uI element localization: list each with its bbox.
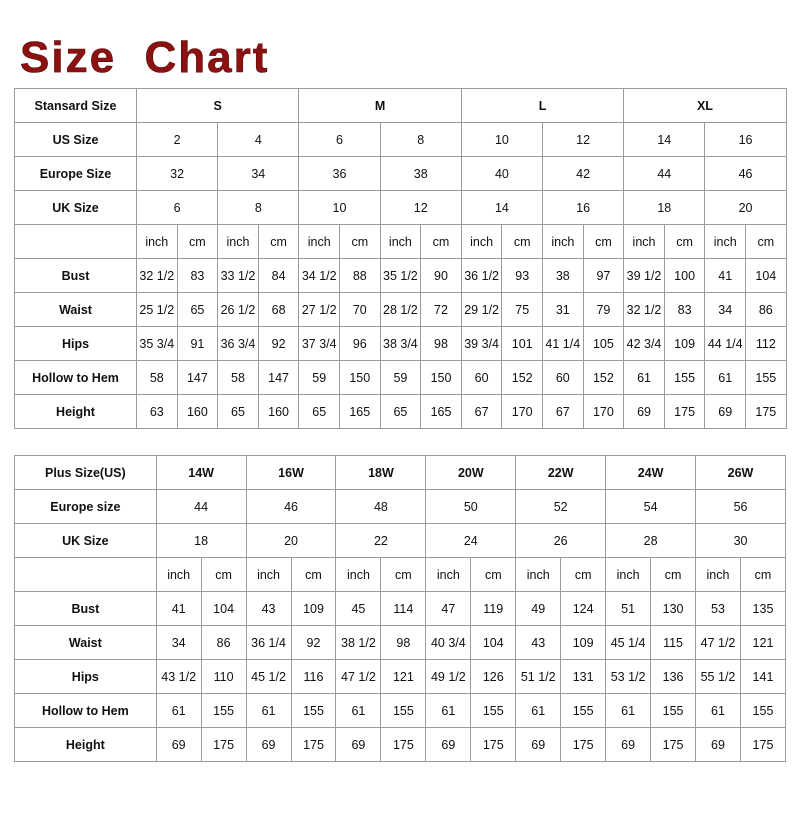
cell: 38 3/4 <box>380 327 421 361</box>
plus-size-header-24w: 24W <box>606 456 696 490</box>
cell: 175 <box>664 395 705 429</box>
cell: 40 <box>461 157 542 191</box>
cell: 49 <box>516 592 561 626</box>
unit-cell: cm <box>381 558 426 592</box>
cell: 175 <box>740 728 785 762</box>
unit-cell: cm <box>664 225 705 259</box>
cell: 26 1/2 <box>218 293 259 327</box>
cell: 34 1/2 <box>299 259 340 293</box>
cell: 116 <box>291 660 336 694</box>
cell: 45 1/4 <box>606 626 651 660</box>
table-row-units <box>15 225 787 259</box>
cell: 59 <box>380 361 421 395</box>
row-label-uk-size: UK Size <box>15 524 157 558</box>
cell: 65 <box>299 395 340 429</box>
cell: 43 1/2 <box>156 660 201 694</box>
plus-size-header-label: Plus Size(US) <box>15 456 157 490</box>
cell: 8 <box>380 123 461 157</box>
cell: 47 <box>426 592 471 626</box>
unit-cell: cm <box>471 558 516 592</box>
cell: 115 <box>651 626 696 660</box>
cell: 41 1/4 <box>543 327 584 361</box>
cell: 65 <box>177 293 218 327</box>
cell: 36 3/4 <box>218 327 259 361</box>
table-row <box>15 694 786 728</box>
cell: 56 <box>696 490 786 524</box>
cell: 38 <box>543 259 584 293</box>
cell: 6 <box>299 123 380 157</box>
cell: 119 <box>471 592 516 626</box>
table-row <box>15 293 787 327</box>
cell: 61 <box>336 694 381 728</box>
table-row <box>15 626 786 660</box>
plus-size-header-22w: 22W <box>516 456 606 490</box>
cell: 65 <box>218 395 259 429</box>
cell: 51 <box>606 592 651 626</box>
table-row <box>15 592 786 626</box>
cell: 39 3/4 <box>461 327 502 361</box>
row-label-europe-size: Europe size <box>15 490 157 524</box>
table-row <box>15 490 786 524</box>
cell: 61 <box>696 694 741 728</box>
group-header-s: S <box>137 89 299 123</box>
cell: 130 <box>651 592 696 626</box>
unit-cell: inch <box>246 558 291 592</box>
cell: 53 <box>696 592 741 626</box>
cell: 75 <box>502 293 543 327</box>
unit-cell: cm <box>740 558 785 592</box>
cell: 30 <box>696 524 786 558</box>
unit-cell: cm <box>340 225 381 259</box>
unit-cell: cm <box>291 558 336 592</box>
cell: 67 <box>543 395 584 429</box>
row-label-hips: Hips <box>15 327 137 361</box>
cell: 61 <box>156 694 201 728</box>
cell: 104 <box>471 626 516 660</box>
cell: 36 1/4 <box>246 626 291 660</box>
unit-cell: cm <box>502 225 543 259</box>
cell: 83 <box>664 293 705 327</box>
cell: 160 <box>177 395 218 429</box>
cell: 114 <box>381 592 426 626</box>
cell: 47 1/2 <box>336 660 381 694</box>
row-label-hollow-to-hem: Hollow to Hem <box>15 361 137 395</box>
group-header-l: L <box>461 89 623 123</box>
plus-size-header-16w: 16W <box>246 456 336 490</box>
cell: 8 <box>218 191 299 225</box>
cell: 36 1/2 <box>461 259 502 293</box>
cell: 32 1/2 <box>137 259 178 293</box>
unit-row-empty-label <box>15 558 157 592</box>
cell: 44 <box>624 157 705 191</box>
cell: 16 <box>705 123 786 157</box>
table-row <box>15 327 787 361</box>
table-row <box>15 89 787 123</box>
cell: 165 <box>340 395 381 429</box>
cell: 61 <box>624 361 665 395</box>
cell: 69 <box>696 728 741 762</box>
cell: 147 <box>258 361 299 395</box>
cell: 42 <box>543 157 624 191</box>
cell: 38 <box>380 157 461 191</box>
cell: 24 <box>426 524 516 558</box>
plus-size-table <box>14 455 786 762</box>
cell: 175 <box>651 728 696 762</box>
unit-cell: cm <box>177 225 218 259</box>
cell: 12 <box>380 191 461 225</box>
cell: 14 <box>461 191 542 225</box>
table-row <box>15 259 787 293</box>
cell: 83 <box>177 259 218 293</box>
cell: 12 <box>543 123 624 157</box>
cell: 44 1/4 <box>705 327 746 361</box>
cell: 109 <box>664 327 705 361</box>
cell: 88 <box>340 259 381 293</box>
table-row <box>15 395 787 429</box>
cell: 104 <box>746 259 787 293</box>
cell: 141 <box>740 660 785 694</box>
cell: 45 <box>336 592 381 626</box>
row-label-waist: Waist <box>15 293 137 327</box>
cell: 155 <box>740 694 785 728</box>
cell: 58 <box>218 361 259 395</box>
cell: 50 <box>426 490 516 524</box>
cell: 22 <box>336 524 426 558</box>
cell: 35 1/2 <box>380 259 421 293</box>
cell: 69 <box>246 728 291 762</box>
plus-size-header-18w: 18W <box>336 456 426 490</box>
cell: 84 <box>258 259 299 293</box>
cell: 55 1/2 <box>696 660 741 694</box>
row-label-uk-size: UK Size <box>15 191 137 225</box>
unit-cell: inch <box>137 225 178 259</box>
cell: 36 <box>299 157 380 191</box>
unit-cell: cm <box>583 225 624 259</box>
cell: 69 <box>156 728 201 762</box>
cell: 110 <box>201 660 246 694</box>
unit-cell: inch <box>380 225 421 259</box>
table-row <box>15 123 787 157</box>
cell: 175 <box>381 728 426 762</box>
cell: 86 <box>746 293 787 327</box>
cell: 86 <box>201 626 246 660</box>
cell: 63 <box>137 395 178 429</box>
table-row <box>15 157 787 191</box>
row-label-bust: Bust <box>15 592 157 626</box>
plus-size-header-26w: 26W <box>696 456 786 490</box>
table-row <box>15 456 786 490</box>
cell: 69 <box>606 728 651 762</box>
cell: 155 <box>561 694 606 728</box>
cell: 109 <box>291 592 336 626</box>
cell: 67 <box>461 395 502 429</box>
cell: 35 3/4 <box>137 327 178 361</box>
cell: 48 <box>336 490 426 524</box>
cell: 155 <box>381 694 426 728</box>
cell: 43 <box>516 626 561 660</box>
cell: 165 <box>421 395 462 429</box>
unit-cell: cm <box>421 225 462 259</box>
cell: 34 <box>705 293 746 327</box>
cell: 155 <box>471 694 516 728</box>
cell: 96 <box>340 327 381 361</box>
unit-cell: inch <box>696 558 741 592</box>
cell: 155 <box>651 694 696 728</box>
cell: 152 <box>502 361 543 395</box>
cell: 124 <box>561 592 606 626</box>
cell: 136 <box>651 660 696 694</box>
cell: 72 <box>421 293 462 327</box>
cell: 29 1/2 <box>461 293 502 327</box>
cell: 10 <box>461 123 542 157</box>
row-label-waist: Waist <box>15 626 157 660</box>
table-row <box>15 361 787 395</box>
cell: 61 <box>516 694 561 728</box>
cell: 150 <box>340 361 381 395</box>
page-title: Size Chart <box>20 33 270 82</box>
unit-cell: cm <box>651 558 696 592</box>
plus-size-header-14w: 14W <box>156 456 246 490</box>
cell: 92 <box>291 626 336 660</box>
cell: 152 <box>583 361 624 395</box>
cell: 61 <box>705 361 746 395</box>
cell: 61 <box>606 694 651 728</box>
cell: 42 3/4 <box>624 327 665 361</box>
cell: 155 <box>746 361 787 395</box>
cell: 121 <box>740 626 785 660</box>
group-header-m: M <box>299 89 461 123</box>
cell: 93 <box>502 259 543 293</box>
unit-cell: cm <box>561 558 606 592</box>
cell: 37 3/4 <box>299 327 340 361</box>
cell: 61 <box>246 694 291 728</box>
cell: 53 1/2 <box>606 660 651 694</box>
cell: 155 <box>201 694 246 728</box>
unit-cell: cm <box>746 225 787 259</box>
standard-size-header-label: Stansard Size <box>15 89 137 123</box>
unit-cell: inch <box>705 225 746 259</box>
row-label-height: Height <box>15 395 137 429</box>
cell: 10 <box>299 191 380 225</box>
cell: 69 <box>336 728 381 762</box>
cell: 98 <box>421 327 462 361</box>
cell: 58 <box>137 361 178 395</box>
cell: 98 <box>381 626 426 660</box>
size-chart-page <box>0 33 800 836</box>
standard-size-table <box>14 88 787 429</box>
cell: 4 <box>218 123 299 157</box>
cell: 38 1/2 <box>336 626 381 660</box>
cell: 105 <box>583 327 624 361</box>
unit-cell: inch <box>461 225 502 259</box>
cell: 34 <box>218 157 299 191</box>
cell: 175 <box>291 728 336 762</box>
table-row <box>15 660 786 694</box>
cell: 91 <box>177 327 218 361</box>
cell: 90 <box>421 259 462 293</box>
unit-cell: inch <box>624 225 665 259</box>
row-label-height: Height <box>15 728 157 762</box>
cell: 14 <box>624 123 705 157</box>
cell: 41 <box>705 259 746 293</box>
unit-row-empty-label <box>15 225 137 259</box>
cell: 60 <box>543 361 584 395</box>
cell: 28 <box>606 524 696 558</box>
cell: 109 <box>561 626 606 660</box>
cell: 68 <box>258 293 299 327</box>
cell: 175 <box>471 728 516 762</box>
unit-cell: inch <box>156 558 201 592</box>
unit-cell: inch <box>516 558 561 592</box>
cell: 175 <box>746 395 787 429</box>
cell: 32 1/2 <box>624 293 665 327</box>
table-row <box>15 191 787 225</box>
unit-cell: inch <box>336 558 381 592</box>
unit-cell: cm <box>201 558 246 592</box>
row-label-hips: Hips <box>15 660 157 694</box>
row-label-bust: Bust <box>15 259 137 293</box>
cell: 150 <box>421 361 462 395</box>
cell: 45 1/2 <box>246 660 291 694</box>
cell: 175 <box>561 728 606 762</box>
group-header-xl: XL <box>624 89 786 123</box>
cell: 44 <box>156 490 246 524</box>
cell: 160 <box>258 395 299 429</box>
cell: 46 <box>705 157 786 191</box>
cell: 112 <box>746 327 787 361</box>
cell: 65 <box>380 395 421 429</box>
cell: 97 <box>583 259 624 293</box>
unit-cell: inch <box>543 225 584 259</box>
cell: 39 1/2 <box>624 259 665 293</box>
cell: 59 <box>299 361 340 395</box>
cell: 40 3/4 <box>426 626 471 660</box>
cell: 70 <box>340 293 381 327</box>
cell: 131 <box>561 660 606 694</box>
cell: 2 <box>137 123 218 157</box>
unit-cell: inch <box>606 558 651 592</box>
row-label-us-size: US Size <box>15 123 137 157</box>
unit-cell: cm <box>258 225 299 259</box>
unit-cell: inch <box>299 225 340 259</box>
cell: 100 <box>664 259 705 293</box>
unit-cell: inch <box>426 558 471 592</box>
cell: 52 <box>516 490 606 524</box>
cell: 126 <box>471 660 516 694</box>
cell: 155 <box>664 361 705 395</box>
cell: 25 1/2 <box>137 293 178 327</box>
cell: 49 1/2 <box>426 660 471 694</box>
cell: 20 <box>705 191 786 225</box>
cell: 155 <box>291 694 336 728</box>
cell: 33 1/2 <box>218 259 259 293</box>
table-row <box>15 524 786 558</box>
cell: 175 <box>201 728 246 762</box>
cell: 34 <box>156 626 201 660</box>
cell: 69 <box>516 728 561 762</box>
cell: 26 <box>516 524 606 558</box>
table-row-units <box>15 558 786 592</box>
unit-cell: inch <box>218 225 259 259</box>
cell: 46 <box>246 490 336 524</box>
cell: 28 1/2 <box>380 293 421 327</box>
cell: 61 <box>426 694 471 728</box>
cell: 31 <box>543 293 584 327</box>
cell: 69 <box>426 728 471 762</box>
cell: 60 <box>461 361 502 395</box>
cell: 18 <box>156 524 246 558</box>
cell: 43 <box>246 592 291 626</box>
plus-size-header-20w: 20W <box>426 456 516 490</box>
cell: 54 <box>606 490 696 524</box>
cell: 101 <box>502 327 543 361</box>
cell: 18 <box>624 191 705 225</box>
cell: 32 <box>137 157 218 191</box>
cell: 92 <box>258 327 299 361</box>
cell: 41 <box>156 592 201 626</box>
cell: 27 1/2 <box>299 293 340 327</box>
cell: 104 <box>201 592 246 626</box>
cell: 121 <box>381 660 426 694</box>
cell: 47 1/2 <box>696 626 741 660</box>
cell: 16 <box>543 191 624 225</box>
cell: 147 <box>177 361 218 395</box>
cell: 6 <box>137 191 218 225</box>
table-gap <box>14 429 786 455</box>
table-row <box>15 728 786 762</box>
row-label-europe-size: Europe Size <box>15 157 137 191</box>
cell: 135 <box>740 592 785 626</box>
cell: 69 <box>624 395 665 429</box>
cell: 69 <box>705 395 746 429</box>
cell: 170 <box>583 395 624 429</box>
row-label-hollow-to-hem: Hollow to Hem <box>15 694 157 728</box>
cell: 51 1/2 <box>516 660 561 694</box>
cell: 79 <box>583 293 624 327</box>
cell: 20 <box>246 524 336 558</box>
cell: 170 <box>502 395 543 429</box>
